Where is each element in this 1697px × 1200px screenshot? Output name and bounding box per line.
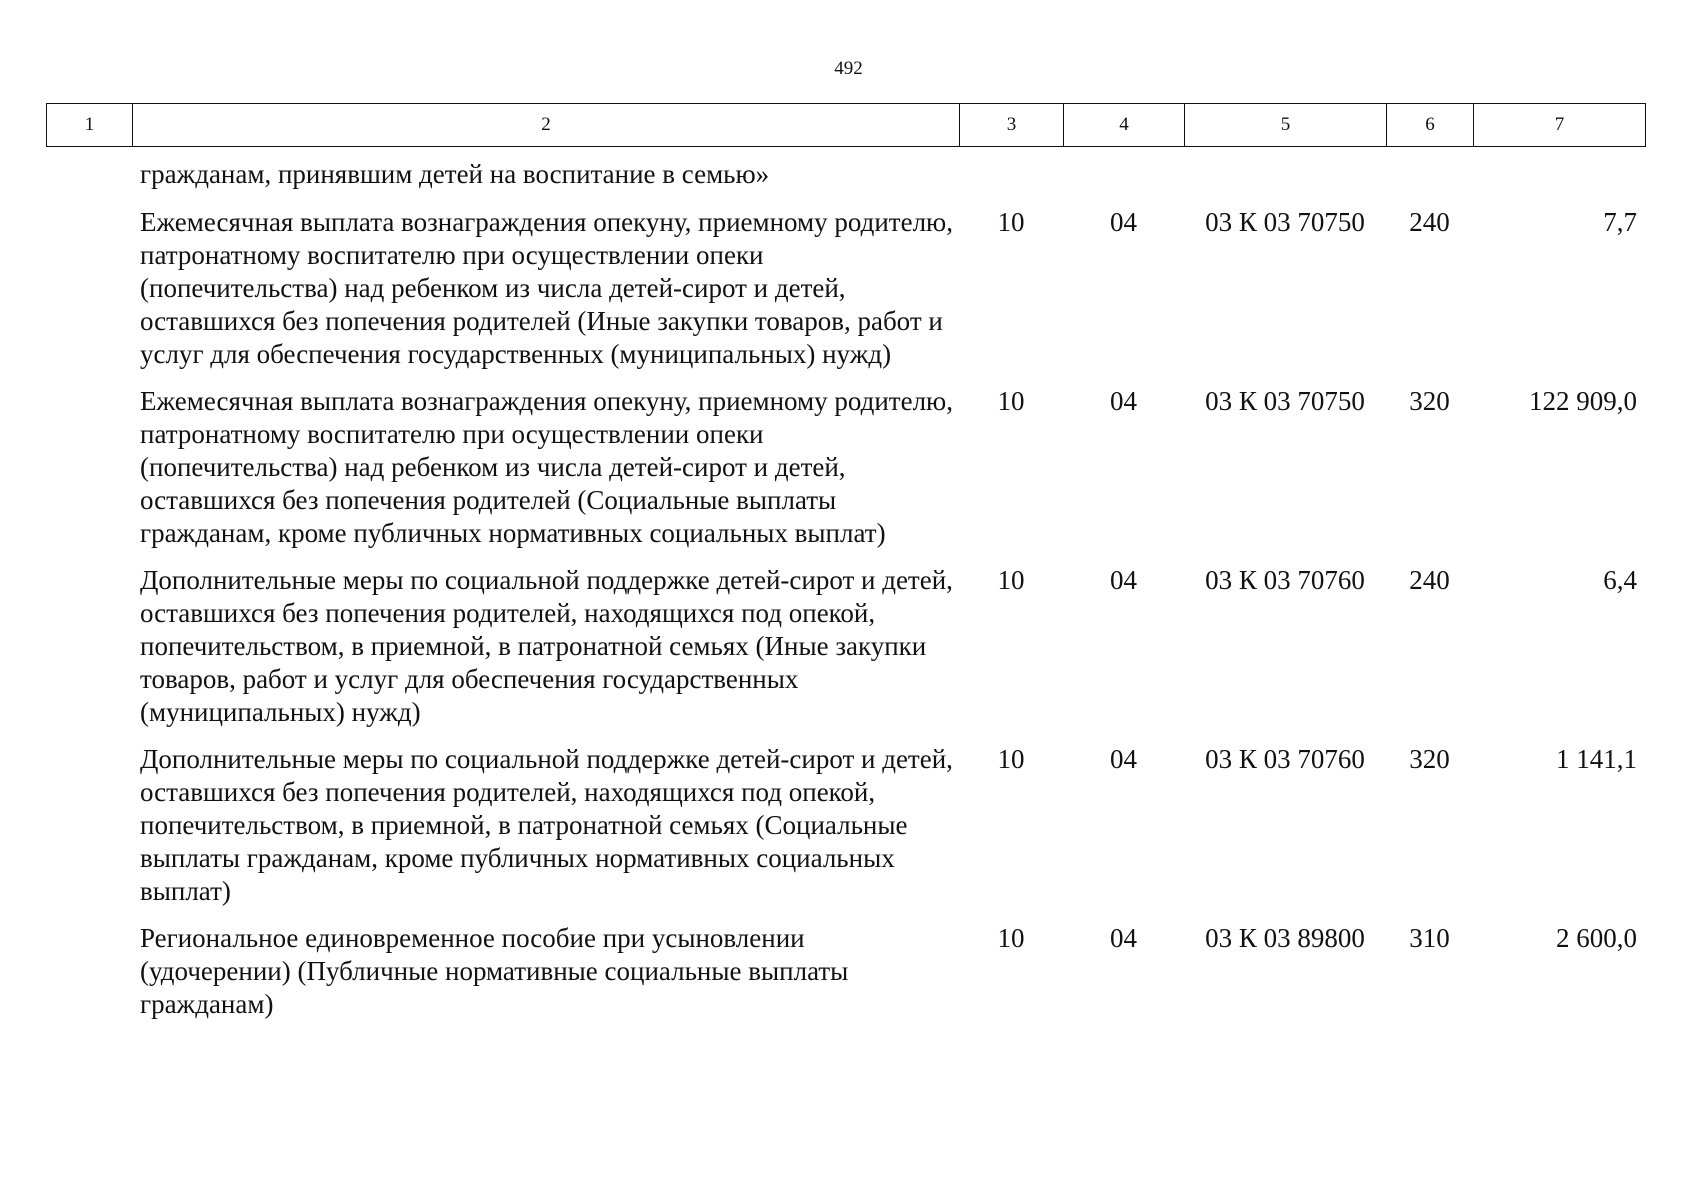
row-name: Дополнительные меры по социальной поддержке детей-сирот и детей, оставшихся без попечения родителей, находящихся под опекой, попечительством, в приемной, в патронатной семьях (Иные закупки товаров, работ и услуг для обеспечения государственных (муниципальных) нужд) (140, 565, 953, 727)
row-pr: 04 (1110, 207, 1137, 237)
row-name: Региональное единовременное пособие при усыновлении (удочерении) (Публичные нормативные социальные выплаты гражданам) (140, 923, 849, 1019)
column-header-7: 7 (1474, 104, 1646, 147)
column-header-3: 3 (960, 104, 1064, 147)
page-number: 492 (834, 58, 863, 79)
table-row (46, 922, 1645, 1021)
row-name: Ежемесячная выплата вознаграждения опекуну, приемному родителю, патронатному воспитателю при осуществлении опеки (попечительства) над ребенком из числа детей-сирот и детей, оставшихся без попечения родителей (Иные закупки товаров, работ и услуг для обеспечения государственных (муниципальных) нужд) (140, 207, 953, 369)
row-name: Дополнительные меры по социальной поддержке детей-сирот и детей, оставшихся без попечения родителей, находящихся под опекой, попечительством, в приемной, в патронатной семьях (Социальные выплаты гражданам, кроме публичных нормативных социальных выплат) (140, 744, 953, 906)
row-pr: 04 (1110, 923, 1137, 953)
row-rz: 10 (997, 565, 1025, 595)
table-row (46, 385, 1645, 550)
continuation-row (46, 158, 1645, 191)
row-pr: 04 (1110, 744, 1137, 774)
column-header-5: 5 (1185, 104, 1387, 147)
row-vr: 320 (1409, 744, 1450, 774)
row-csr: 03 К 03 70750 (1205, 386, 1365, 416)
row-sum: 1 141,1 (1556, 744, 1637, 774)
row-rz: 10 (997, 207, 1025, 237)
table-body (46, 158, 1645, 1035)
row-name: Ежемесячная выплата вознаграждения опекуну, приемному родителю, патронатному воспитателю при осуществлении опеки (попечительства) над ребенком из числа детей-сирот и детей, оставшихся без попечения родителей (Социальные выплаты гражданам, кроме публичных нормативных социальных выплат) (140, 386, 953, 548)
row-sum: 122 909,0 (1529, 386, 1637, 416)
row-csr: 03 К 03 70760 (1205, 744, 1365, 774)
table-row (46, 206, 1645, 371)
row-pr: 04 (1110, 386, 1137, 416)
table-row (46, 564, 1645, 729)
row-rz: 10 (997, 386, 1025, 416)
row-csr: 03 К 03 70760 (1205, 565, 1365, 595)
row-vr: 240 (1409, 207, 1450, 237)
column-header-6: 6 (1387, 104, 1474, 147)
row-csr: 03 К 03 89800 (1205, 923, 1365, 953)
column-header-table (46, 103, 1646, 147)
continuation-text: гражданам, принявшим детей на воспитание в семью» (140, 159, 770, 189)
row-vr: 320 (1409, 386, 1450, 416)
row-vr: 310 (1409, 923, 1450, 953)
column-header-1: 1 (47, 104, 133, 147)
column-header-4: 4 (1064, 104, 1185, 147)
row-sum: 2 600,0 (1556, 923, 1637, 953)
row-rz: 10 (997, 923, 1025, 953)
column-header-2: 2 (133, 104, 960, 147)
row-sum: 7,7 (1603, 207, 1637, 237)
row-rz: 10 (997, 744, 1025, 774)
table-row (46, 743, 1645, 908)
row-csr: 03 К 03 70750 (1205, 207, 1365, 237)
row-pr: 04 (1110, 565, 1137, 595)
column-header-row (47, 104, 1646, 147)
row-vr: 240 (1409, 565, 1450, 595)
row-sum: 6,4 (1603, 565, 1637, 595)
